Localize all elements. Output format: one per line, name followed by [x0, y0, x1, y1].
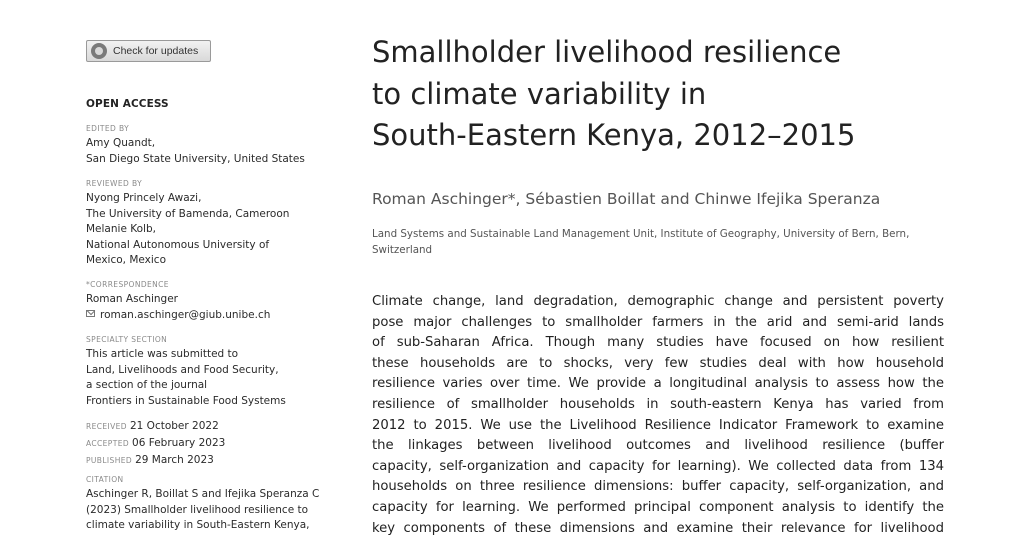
citation-line: climate variability in South-Eastern Kenya, — [86, 519, 310, 531]
received-label: RECEIVED — [86, 422, 127, 431]
author-list: Roman Aschinger*, Sébastien Boillat and Chinwe Ifejika Speranza — [372, 190, 881, 208]
correspondence-label: *CORRESPONDENCE — [86, 280, 169, 289]
check-for-updates-label: Check for updates — [113, 45, 199, 57]
citation-label: CITATION — [86, 475, 124, 484]
specialty-line: a section of the journal — [86, 379, 208, 391]
received-date-row — [86, 418, 336, 435]
reviewer-line: National Autonomous University of — [86, 238, 270, 251]
specialty-line: This article was submitted to — [86, 348, 239, 360]
abstract-line: 2012 to 2015. We use the Livelihood Resilience Indicator Framework to examine — [372, 417, 944, 433]
reviewer-line: Nyong Princely Awazi, — [86, 192, 202, 204]
dates-section — [86, 418, 336, 469]
edited-by-section — [86, 124, 336, 167]
article-title — [372, 32, 992, 157]
published-date: 29 March 2023 — [135, 454, 214, 466]
citation-line: (2023) Smallholder livelihood resilience to — [86, 503, 309, 516]
specialty-section — [86, 335, 336, 409]
open-access-label: OPEN ACCESS — [86, 98, 169, 110]
published-date-row — [86, 452, 336, 469]
correspondence-section — [86, 280, 336, 323]
accepted-label: ACCEPTED — [86, 439, 130, 448]
specialty-line: Land, Livelihoods and Food Security, — [86, 363, 279, 376]
crossmark-icon — [91, 43, 107, 59]
abstract-line: the linkages between livelihood outcomes and livelihood resilience (buffer — [372, 438, 944, 454]
title-line: to climate variability in — [372, 76, 707, 111]
affiliation-line: Switzerland — [372, 243, 433, 256]
check-for-updates-button[interactable] — [86, 40, 211, 62]
abstract-line: key components of these dimensions and examine their relevance for livelihood — [372, 520, 944, 536]
envelope-icon — [86, 310, 95, 317]
abstract-line: capacity for learning. We performed principal component analysis to identify the — [372, 499, 944, 515]
correspondence-email-link[interactable]: roman.aschinger@giub.unibe.ch — [100, 308, 271, 321]
citation-line: Aschinger R, Boillat S and Ifejika Speranza C — [86, 488, 320, 500]
affiliation — [372, 227, 952, 258]
accepted-date: 06 February 2023 — [132, 437, 226, 449]
abstract-line: pose major challenges to smallholder farmers in the arid and semi-arid lands — [372, 314, 944, 330]
title-line: Smallholder livelihood resilience — [372, 35, 842, 69]
citation-section — [86, 475, 336, 534]
affiliation-line: Land Systems and Sustainable Land Management Unit, Institute of Geography, University of Bern, Bern, — [372, 228, 910, 240]
abstract-line: these households are to shocks, very few studies deal with how household — [372, 355, 944, 371]
abstract-line: resilience varies over time. We provide a longitudinal analysis to assess how the — [372, 376, 944, 392]
editor-name: Amy Quandt, — [86, 137, 156, 149]
abstract-line: Climate change, land degradation, demographic change and persistent poverty — [372, 294, 944, 309]
accepted-date-row — [86, 435, 336, 452]
abstract-line: capacity, self-organization and capacity for learning). We collected data from 134 — [372, 458, 944, 474]
received-date: 21 October 2022 — [129, 420, 219, 432]
reviewed-by-label: REVIEWED BY — [86, 179, 143, 188]
reviewed-by-section — [86, 179, 336, 269]
specialty-section-label: SPECIALTY SECTION — [86, 335, 168, 344]
reviewer-line: Melanie Kolb, — [86, 223, 156, 235]
abstract-line: of sub-Saharan Africa. Though many studies have focused on how resilient — [372, 335, 944, 351]
published-label: PUBLISHED — [86, 456, 133, 465]
correspondence-email-row — [86, 308, 336, 324]
title-line: South-Eastern Kenya, 2012–2015 — [372, 118, 856, 152]
editor-affiliation: San Diego State University, United States — [86, 152, 305, 165]
abstract-line: resilience of smallholder households in south-eastern Kenya has varied from — [372, 396, 944, 412]
correspondence-name: Roman Aschinger — [86, 293, 178, 305]
reviewer-line: Mexico, Mexico — [86, 254, 167, 266]
abstract — [372, 292, 944, 539]
abstract-line: households on three resilience dimensions: buffer capacity, self-organization, and — [372, 479, 944, 495]
edited-by-label: EDITED BY — [86, 124, 130, 133]
reviewer-line: The University of Bamenda, Cameroon — [86, 207, 290, 220]
specialty-line: Frontiers in Sustainable Food Systems — [86, 394, 286, 407]
